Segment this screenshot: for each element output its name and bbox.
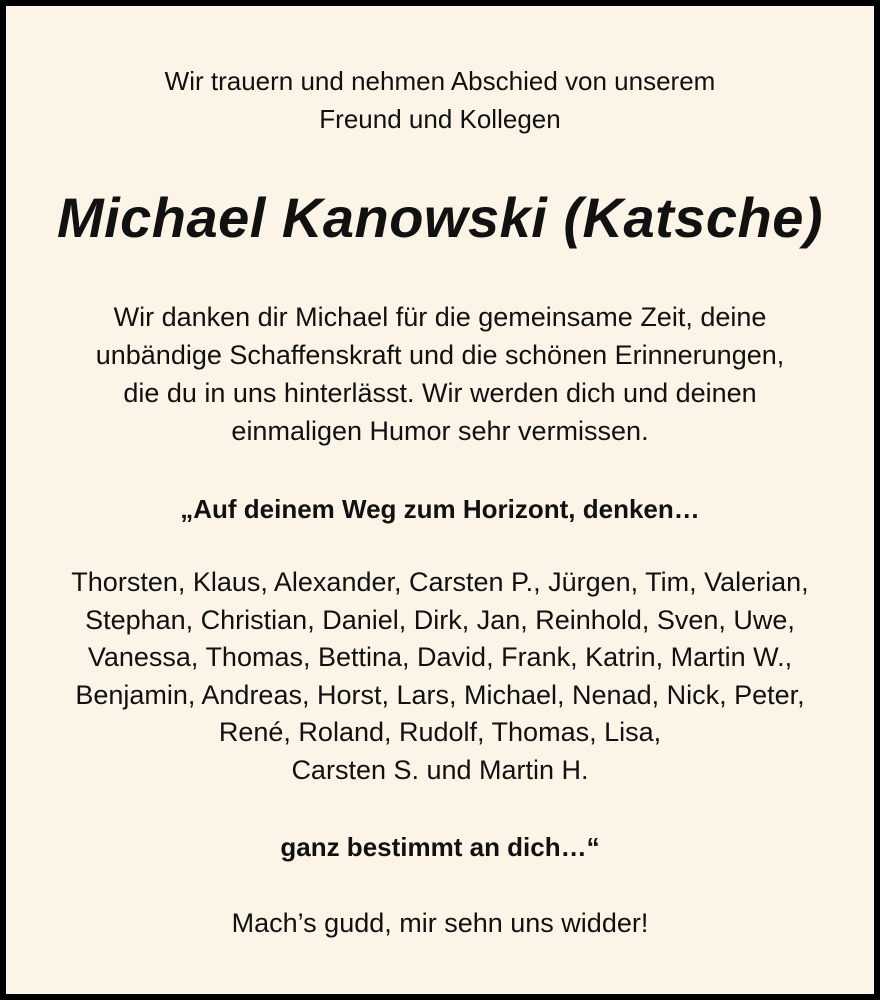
mourners-line: Thorsten, Klaus, Alexander, Carsten P., Jürgen, Tim, Valerian, [71,567,809,597]
thanks-line: einmaligen Humor sehr vermissen. [231,416,649,446]
quote-end: ganz bestimmt an dich…“ [280,832,600,862]
quote-start: „Auf deinem Weg zum Horizont, denken… [180,494,700,524]
mourners-list [6,564,874,789]
thanks-text [6,298,874,450]
farewell-text: Mach’s gudd, mir sehn uns widder! [231,908,649,938]
thanks-line: die du in uns hinterlässt. Wir werden dich und deinen [123,378,757,408]
mourners-line: Stephan, Christian, Daniel, Dirk, Jan, Reinhold, Sven, Uwe, [85,604,795,635]
deceased-name: Michael Kanowski (Katsche) [56,186,824,249]
intro-line: Wir trauern und nehmen Abschied von unserem [164,66,716,96]
thanks-line: Wir danken dir Michael für die gemeinsame Zeit, deine [113,302,767,332]
mourners-line: Vanessa, Thomas, Bettina, David, Frank, Katrin, Martin W., [87,642,793,672]
mourners-line: Carsten S. und Martin H. [291,754,589,785]
intro-line: Freund und Kollegen [319,104,561,134]
intro-text [6,62,874,138]
mourners-line: Benjamin, Andreas, Horst, Lars, Michael, Nenad, Nick, Peter, [75,679,805,710]
obituary-card [6,6,874,994]
mourners-line: René, Roland, Rudolf, Thomas, Lisa, [218,717,662,747]
thanks-line: unbändige Schaffenskraft und die schönen Erinnerungen, [95,340,785,370]
